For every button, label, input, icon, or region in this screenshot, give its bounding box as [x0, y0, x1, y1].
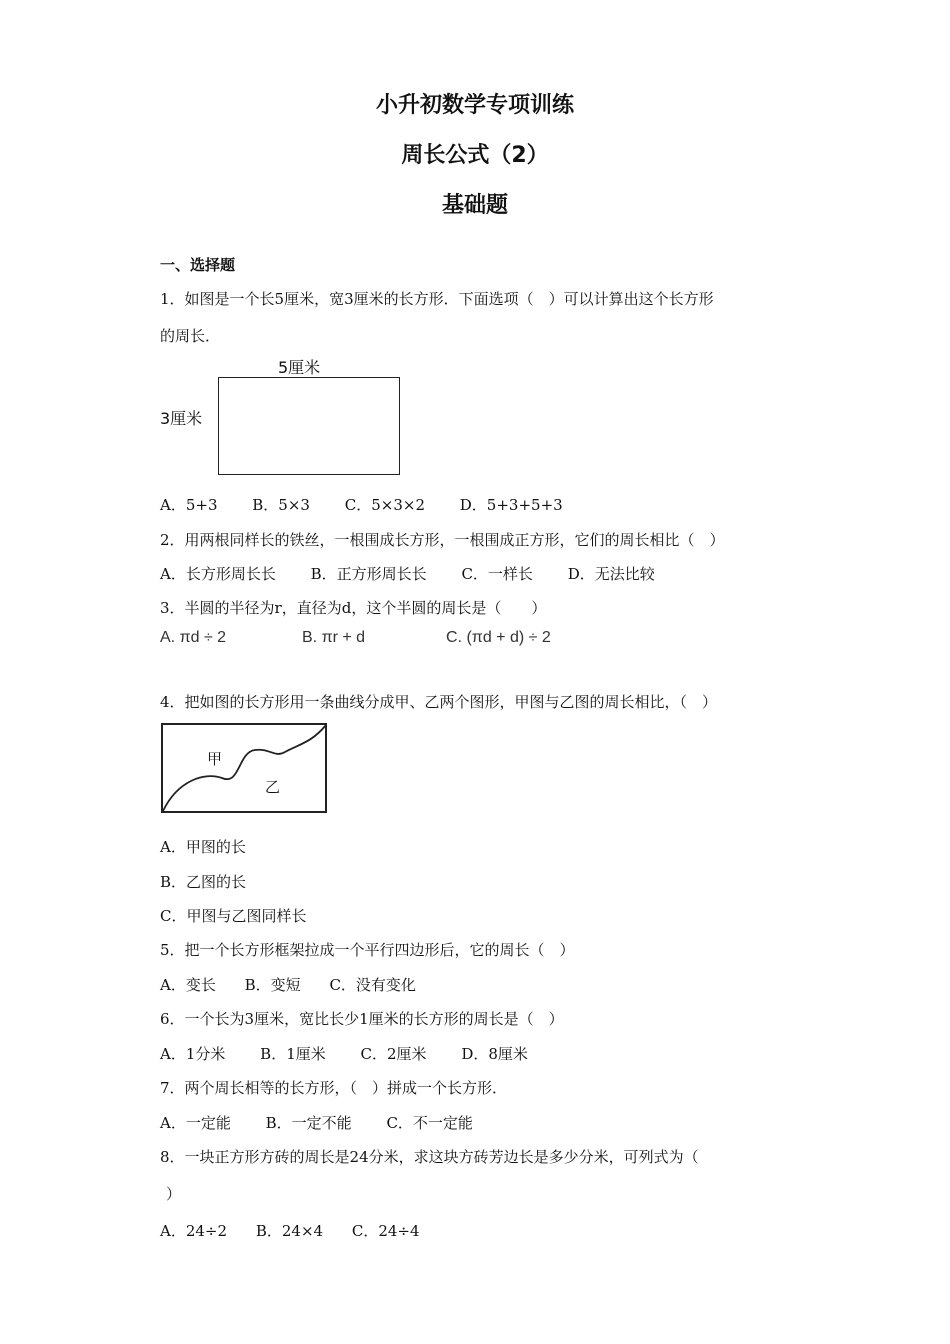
- q4-curve-rectangle-figure: [160, 722, 328, 814]
- q7-stem: 7．两个周长相等的长方形，（ ）拼成一个长方形．: [160, 1079, 508, 1097]
- q4-option-b[interactable]: B．乙图的长: [160, 873, 247, 891]
- document-title: 小升初数学专项训练: [375, 93, 574, 118]
- q3-option-b[interactable]: B. πr + d: [302, 629, 366, 646]
- q1-stem-line1: 1．如图是一个长5厘米，宽3厘米的长方形．下面选项（ ）可以计算出这个长方形: [160, 290, 714, 308]
- q4-option-c[interactable]: C．甲图与乙图同样长: [160, 907, 307, 925]
- q1-option-b[interactable]: B．5×3: [252, 496, 310, 514]
- q1-width-label: 3厘米: [160, 409, 203, 428]
- q6-option-c[interactable]: C．2厘米: [360, 1045, 427, 1063]
- q5-options: [160, 974, 446, 995]
- q1-option-a[interactable]: A．5+3: [160, 496, 218, 514]
- q2-option-c[interactable]: C．一样长: [461, 565, 533, 583]
- q1-option-c[interactable]: C．5×3×2: [344, 496, 425, 514]
- q4-option-a[interactable]: A．甲图的长: [160, 838, 246, 856]
- q1-rectangle-figure: [218, 377, 400, 475]
- q4-region-a-label: 甲: [207, 750, 223, 768]
- q1-length-label: 5厘米: [278, 358, 321, 377]
- q2-option-d[interactable]: D．无法比较: [567, 565, 655, 583]
- q6-option-b[interactable]: B．1厘米: [260, 1045, 326, 1063]
- q2-options: [160, 563, 685, 584]
- q4-region-b-label: 乙: [265, 778, 281, 796]
- q2-option-a[interactable]: A．长方形周长长: [160, 565, 276, 583]
- q7-option-b[interactable]: B．一定不能: [265, 1114, 352, 1132]
- q5-option-b[interactable]: B．变短: [244, 976, 301, 994]
- q5-option-c[interactable]: C．没有变化: [329, 976, 416, 994]
- q6-options: [160, 1043, 558, 1064]
- q5-stem: 5．把一个长方形框架拉成一个平行四边形后，它的周长（ ）: [160, 941, 575, 959]
- q5-option-a[interactable]: A．变长: [160, 976, 216, 994]
- q7-option-a[interactable]: A．一定能: [160, 1114, 231, 1132]
- q8-stem-line2: ）: [166, 1185, 182, 1203]
- q8-option-b[interactable]: B．24×4: [255, 1222, 324, 1240]
- q7-options: [160, 1112, 503, 1133]
- document-subtitle: 周长公式（2）: [401, 143, 549, 168]
- q6-option-a[interactable]: A．1分米: [160, 1045, 226, 1063]
- section-heading: 一、选择题: [160, 256, 236, 274]
- q3-stem: 3．半圆的半径为r，直径为d，这个半圆的周长是（ ）: [160, 599, 547, 617]
- q6-option-d[interactable]: D．8厘米: [461, 1045, 528, 1063]
- q4-stem: 4．把如图的长方形用一条曲线分成甲、乙两个图形，甲图与乙图的周长相比，（ ）: [160, 693, 718, 711]
- q2-stem: 2．用两根同样长的铁丝，一根围成长方形，一根围成正方形，它们的周长相比（ ）: [160, 531, 725, 549]
- difficulty-level: 基础题: [441, 193, 508, 218]
- q8-options: [160, 1220, 450, 1241]
- q2-option-b[interactable]: B．正方形周长长: [310, 565, 427, 583]
- q1-option-d[interactable]: D．5+3+5+3: [459, 496, 563, 514]
- q1-stem-line2: 的周长．: [160, 327, 221, 345]
- q6-stem: 6．一个长为3厘米，宽比长少1厘米的长方形的周长是（ ）: [160, 1010, 564, 1028]
- q8-option-a[interactable]: A．24÷2: [160, 1222, 228, 1240]
- q8-option-c[interactable]: C．24÷4: [351, 1222, 420, 1240]
- q7-option-c[interactable]: C．不一定能: [386, 1114, 473, 1132]
- q1-options: [160, 494, 593, 515]
- q3-option-a[interactable]: A. πd ÷ 2: [160, 629, 227, 646]
- q8-stem-line1: 8．一块正方形方砖的周长是24分米，求这块方砖芳边长是多少分米，可列式为（: [160, 1148, 699, 1166]
- q3-option-c[interactable]: C. (πd + d) ÷ 2: [446, 629, 551, 646]
